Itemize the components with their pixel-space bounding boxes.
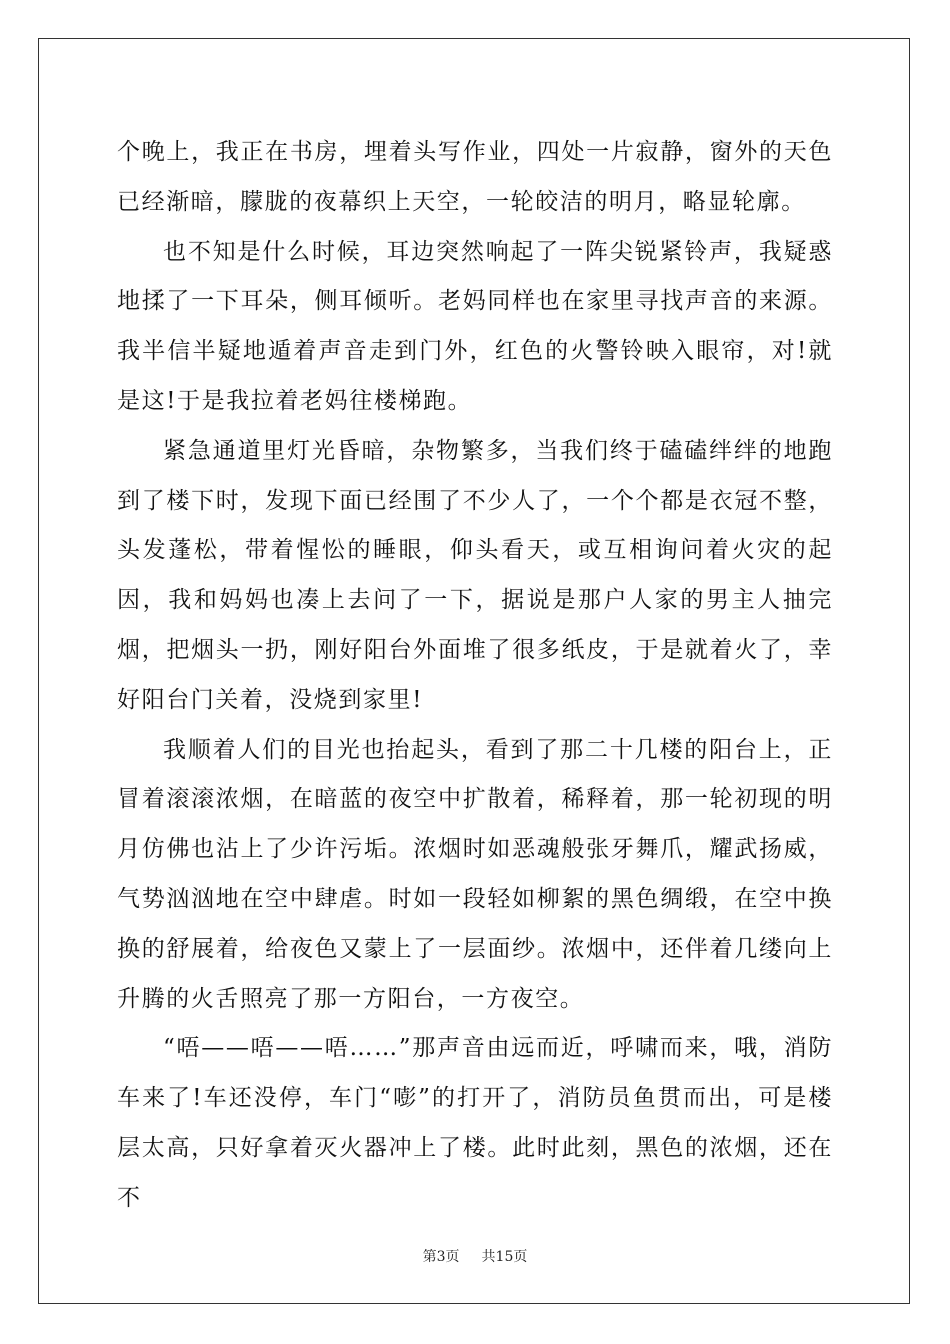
page-number: 第3页 [422,1249,460,1265]
paragraph-5: “唔——唔——唔……”那声音由远而近，呼啸而来，哦，消防车来了!车还没停，车门“嘭”的打开了，消防员鱼贯而出，可是楼层太高，只好拿着灭火器冲上了楼。此时此刻，黑色的浓烟，还在不 [117,1035,833,1211]
paragraph-2: 也不知是什么时候，耳边突然响起了一阵尖锐紧铃声，我疑惑地揉了一下耳朵，侧耳倾听。老妈同样也在家里寻找声音的来源。我半信半疑地遁着声音走到门外，红色的火警铃映入眼帘，对!就是这!于是我拉着老妈往楼梯跑。 [117,238,833,414]
paragraph-4: 我顺着人们的目光也抬起头，看到了那二十几楼的阳台上，正冒着滚滚浓烟，在暗蓝的夜空中扩散着，稀释着，那一轮初现的明月仿佛也沾上了少许污垢。浓烟时如恶魂般张牙舞爪，耀武扬威，气势汹汹地在空中肆虐。时如一段轻如柳絮的黑色绸缎，在空中换换的舒展着，给夜色又蒙上了一层面纱。浓烟中，还伴着几缕向上升腾的火舌照亮了那一方阳台，一方夜空。 [117,736,833,1012]
page-footer [0,1246,950,1266]
page-total: 共15页 [481,1249,528,1265]
paragraph-1: 个晚上，我正在书房，埋着头写作业，四处一片寂静，窗外的天色已经渐暗，朦胧的夜幕织上天空，一轮皎洁的明月，略显轮廓。 [117,139,833,215]
paragraph-3: 紧急通道里灯光昏暗，杂物繁多，当我们终于磕磕绊绊的地跑到了楼下时，发现下面已经围了不少人了，一个个都是衣冠不整，头发蓬松，带着惺忪的睡眼，仰头看天，或互相询问着火灾的起因，我和妈妈也凑上去问了一下，据说是那户人家的男主人抽完烟，把烟头一扔，刚好阳台外面堆了很多纸皮，于是就着火了，幸好阳台门关着，没烧到家里! [117,437,833,713]
document-body [117,128,833,1224]
